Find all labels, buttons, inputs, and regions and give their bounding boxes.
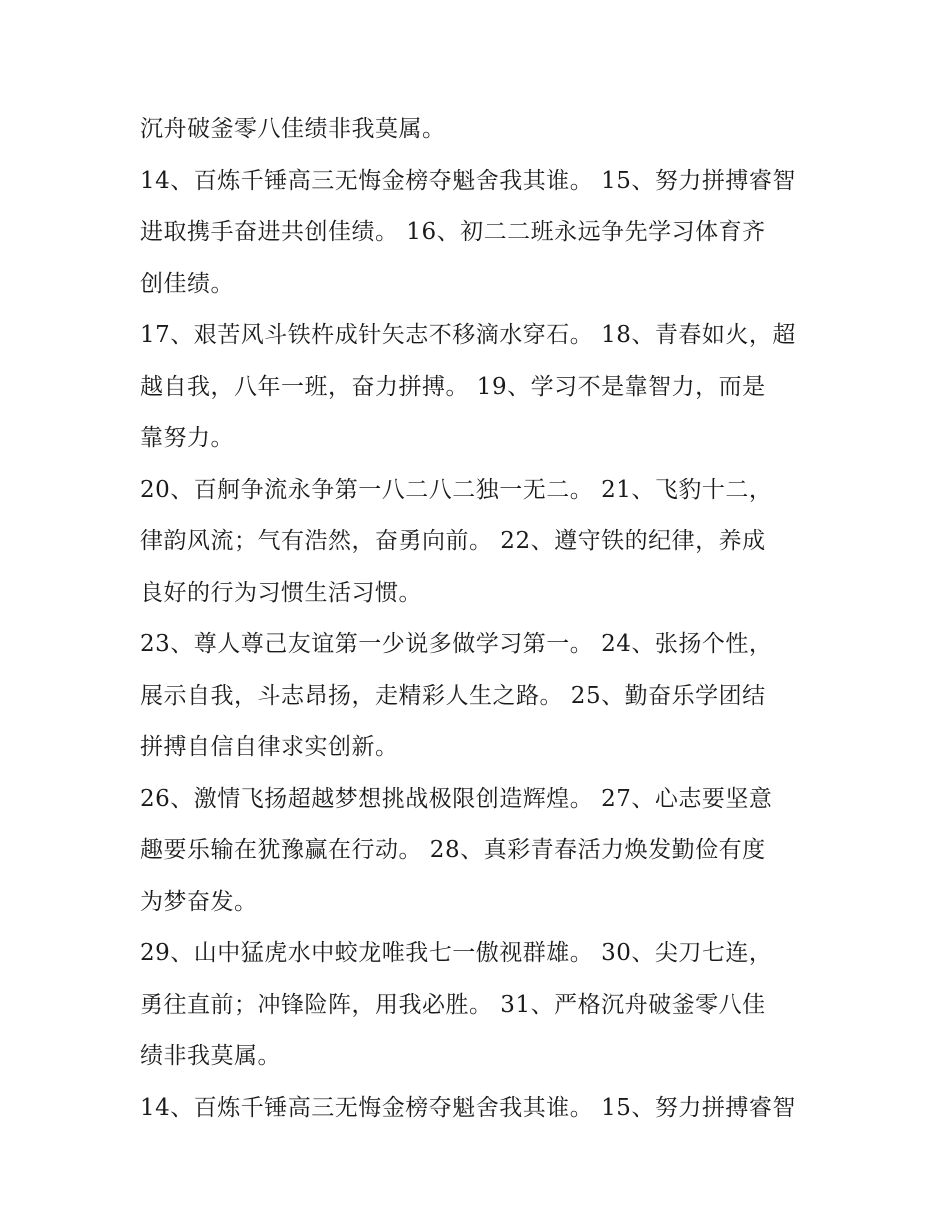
text-line: 14、百炼千锤高三无悔金榜夺魁舍我其谁。 15、努力拼搏睿智 <box>140 1094 796 1121</box>
text-line: 20、百舸争流永争第一八二八二独一无二。 21、飞豹十二， <box>140 476 773 503</box>
text-line: 14、百炼千锤高三无悔金榜夺魁舍我其谁。 15、努力拼搏睿智 <box>140 167 796 194</box>
text-line: 趣要乐输在犹豫赢在行动。 28、真彩青春活力焕发勤俭有度 <box>140 837 766 863</box>
text-line: 良好的行为习惯生活习惯。 <box>140 579 422 606</box>
text-line: 沉舟破釜零八佳绩非我莫属。 <box>140 116 446 142</box>
text-line: 创佳绩。 <box>140 270 234 297</box>
text-line: 23、尊人尊己友谊第一少说多做学习第一。 24、张扬个性， <box>140 631 773 657</box>
text-line: 29、山中猛虎水中蛟龙唯我七一傲视群雄。 30、尖刀七连， <box>140 940 773 966</box>
text-line: 进取携手奋进共创佳绩。 16、初二二班永远争先学习体育齐 <box>140 219 766 245</box>
text-line: 绩非我莫属。 <box>140 1043 281 1069</box>
document-body <box>140 104 820 1134</box>
text-line: 为梦奋发。 <box>140 888 258 915</box>
text-line: 17、艰苦风斗铁杵成针矢志不移滴水穿石。 18、青春如火，超 <box>140 322 796 348</box>
text-line: 越自我，八年一班，奋力拼搏。 19、学习不是靠智力，而是 <box>140 373 766 400</box>
text-line: 展示自我，斗志昂扬，走精彩人生之路。 25、勤奋乐学团结 <box>140 682 766 709</box>
text-line: 靠努力。 <box>140 425 234 451</box>
text-line: 拼搏自信自律求实创新。 <box>140 734 399 760</box>
text-line: 勇往直前；冲锋险阵，用我必胜。 31、严格沉舟破釜零八佳 <box>140 991 766 1018</box>
text-line: 26、激情飞扬超越梦想挑战极限创造辉煌。 27、心志要坚意 <box>140 785 773 812</box>
text-line: 律韵风流；气有浩然，奋勇向前。 22、遵守铁的纪律，养成 <box>140 528 766 554</box>
